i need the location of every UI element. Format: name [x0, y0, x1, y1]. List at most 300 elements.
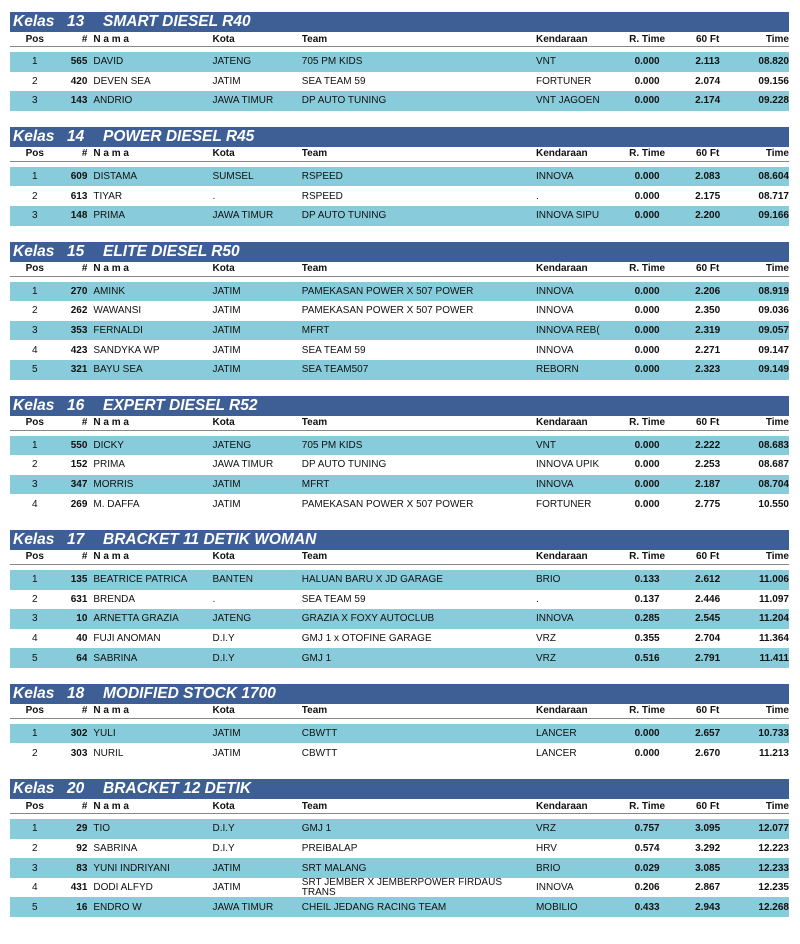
cell-kendaraan: INNOVA REB(: [535, 325, 600, 337]
header-pos: Pos: [25, 417, 44, 429]
cell-team: DP AUTO TUNING: [301, 210, 387, 222]
class-number: 16: [67, 396, 85, 414]
table-header: [10, 147, 789, 162]
cell-num: 631: [70, 593, 88, 605]
cell-pos: 5: [32, 364, 38, 376]
cell-kendaraan: REBORN: [535, 364, 579, 376]
cell-name: YUNI INDRIYANI: [93, 862, 170, 874]
cell-pos: 1: [32, 574, 38, 586]
cell-num: 269: [70, 498, 88, 510]
cell-kota: D.I.Y: [212, 632, 235, 644]
cell-team: SRT JEMBER X JEMBERPOWER FIRDAUS TRANS: [301, 877, 502, 898]
cell-pos: 2: [32, 75, 38, 87]
cell-time: 11.213: [758, 747, 789, 759]
cell-num: 92: [76, 842, 88, 854]
table-row: [10, 819, 789, 839]
cell-team: SEA TEAM 59: [301, 75, 366, 87]
cell-kota: JATIM: [212, 325, 241, 337]
cell-kota: JAWA TIMUR: [212, 459, 274, 471]
cell-team: PAMEKASAN POWER X 507 POWER: [301, 498, 474, 510]
cell-rtime: 0.000: [634, 344, 660, 356]
header-time: Time: [765, 263, 789, 275]
cell-ft60: 3.085: [695, 862, 721, 874]
cell-name: BAYU SEA: [93, 364, 143, 376]
cell-time: 10.733: [758, 728, 789, 740]
cell-rtime: 0.355: [634, 632, 660, 644]
cell-time: 12.077: [758, 823, 789, 835]
table-header: [10, 550, 789, 565]
cell-name: DISTAMA: [93, 171, 138, 183]
cell-team: CBWTT: [301, 747, 338, 759]
cell-time: 09.166: [758, 210, 789, 222]
cell-kota: JAWA TIMUR: [212, 210, 274, 222]
cell-name: DEVEN SEA: [93, 75, 151, 87]
cell-rtime: 0.000: [634, 75, 660, 87]
class-label: Kelas: [13, 684, 55, 702]
cell-kota: JATIM: [212, 862, 241, 874]
header-pos: Pos: [25, 800, 44, 812]
cell-kendaraan: BRIO: [535, 574, 561, 586]
header-time: Time: [765, 705, 789, 717]
class-section: [10, 12, 789, 111]
cell-kendaraan: INNOVA SIPU: [535, 210, 600, 222]
cell-kota: JATIM: [212, 747, 241, 759]
cell-pos: 3: [32, 210, 38, 222]
header-ft60: 60 Ft: [695, 705, 720, 717]
cell-name: FERNALDI: [93, 325, 143, 337]
cell-kendaraan: INNOVA: [535, 344, 574, 356]
cell-rtime: 0.574: [634, 842, 660, 854]
cell-ft60: 2.222: [695, 439, 721, 451]
header-kota: Kota: [212, 33, 235, 45]
cell-team: PAMEKASAN POWER X 507 POWER: [301, 285, 474, 297]
cell-num: 16: [76, 901, 88, 913]
cell-num: 613: [70, 190, 88, 202]
class-number: 17: [67, 530, 85, 548]
cell-rtime: 0.029: [634, 862, 660, 874]
header-ft60: 60 Ft: [695, 263, 720, 275]
header-kendaraan: Kendaraan: [535, 705, 588, 717]
class-section: [10, 396, 789, 514]
cell-ft60: 2.175: [695, 190, 721, 202]
header-name: N a m a: [93, 705, 129, 717]
cell-kendaraan: INNOVA: [535, 479, 574, 491]
cell-kendaraan: LANCER: [535, 747, 577, 759]
cell-time: 08.919: [758, 285, 789, 297]
cell-time: 12.235: [758, 882, 789, 894]
cell-kendaraan: VRZ: [535, 652, 556, 664]
cell-kota: SUMSEL: [212, 171, 254, 183]
cell-kendaraan: FORTUNER: [535, 75, 592, 87]
cell-pos: 1: [32, 285, 38, 297]
cell-name: TIYAR: [93, 190, 123, 202]
table-row: [10, 839, 789, 859]
cell-num: 353: [70, 325, 88, 337]
header-num: #: [81, 705, 88, 717]
cell-kendaraan: .: [535, 190, 539, 202]
class-name: EXPERT DIESEL R52: [103, 396, 258, 414]
class-name: ELITE DIESEL R50: [103, 242, 240, 260]
cell-team: GMJ 1: [301, 652, 332, 664]
table-row: [10, 629, 789, 649]
cell-rtime: 0.000: [634, 305, 660, 317]
cell-kendaraan: MOBILIO: [535, 901, 578, 913]
table-row: [10, 206, 789, 226]
cell-ft60: 2.545: [695, 613, 721, 625]
cell-time: 08.717: [758, 190, 789, 202]
cell-kota: JATIM: [212, 498, 241, 510]
cell-team: PREIBALAP: [301, 842, 358, 854]
cell-num: 143: [70, 95, 88, 107]
cell-rtime: 0.000: [634, 56, 660, 68]
cell-kota: .: [212, 190, 216, 202]
cell-time: 08.704: [758, 479, 789, 491]
header-num: #: [81, 263, 88, 275]
cell-rtime: 0.000: [634, 171, 660, 183]
table-header: [10, 704, 789, 719]
class-name: BRACKET 11 DETIK WOMAN: [103, 530, 317, 548]
cell-name: PRIMA: [93, 210, 126, 222]
cell-time: 11.364: [758, 632, 789, 644]
cell-name: BRENDA: [93, 593, 136, 605]
header-num: #: [81, 551, 88, 563]
class-number: 15: [67, 242, 85, 260]
header-kota: Kota: [212, 551, 235, 563]
cell-name: DICKY: [93, 439, 124, 451]
header-rtime: R. Time: [629, 148, 666, 160]
header-team: Team: [301, 417, 328, 429]
cell-name: SANDYKA WP: [93, 344, 160, 356]
header-team: Team: [301, 148, 328, 160]
cell-pos: 3: [32, 325, 38, 337]
cell-pos: 4: [32, 344, 38, 356]
header-rtime: R. Time: [629, 417, 666, 429]
table-row: [10, 590, 789, 610]
cell-kota: JATIM: [212, 479, 241, 491]
cell-pos: 3: [32, 862, 38, 874]
cell-kendaraan: FORTUNER: [535, 498, 592, 510]
class-section: [10, 242, 789, 380]
cell-name: NURIL: [93, 747, 124, 759]
header-kota: Kota: [212, 800, 235, 812]
cell-num: 152: [70, 459, 88, 471]
cell-rtime: 0.000: [634, 479, 660, 491]
class-number: 14: [67, 127, 85, 145]
header-ft60: 60 Ft: [695, 33, 720, 45]
cell-kota: D.I.Y: [212, 842, 235, 854]
cell-kota: JAWA TIMUR: [212, 901, 274, 913]
class-section: [10, 684, 789, 763]
cell-pos: 3: [32, 479, 38, 491]
header-rtime: R. Time: [629, 33, 666, 45]
class-section: [10, 127, 789, 226]
cell-team: 705 PM KIDS: [301, 56, 363, 68]
cell-rtime: 0.000: [634, 728, 660, 740]
cell-pos: 2: [32, 190, 38, 202]
cell-time: 11.204: [758, 613, 789, 625]
cell-team: SEA TEAM 59: [301, 593, 366, 605]
table-row: [10, 475, 789, 495]
cell-time: 09.147: [758, 344, 789, 356]
cell-name: SABRINA: [93, 842, 138, 854]
header-rtime: R. Time: [629, 800, 666, 812]
cell-kota: BANTEN: [212, 574, 254, 586]
cell-num: 83: [76, 862, 88, 874]
class-title-bar: [10, 396, 789, 416]
table-row: [10, 321, 789, 341]
header-rtime: R. Time: [629, 705, 666, 717]
header-team: Team: [301, 33, 328, 45]
cell-kota: JATENG: [212, 439, 252, 451]
cell-team: PAMEKASAN POWER X 507 POWER: [301, 305, 474, 317]
cell-kendaraan: INNOVA: [535, 305, 574, 317]
table-row: [10, 167, 789, 187]
table-row: [10, 858, 789, 878]
cell-time: 10.550: [758, 498, 789, 510]
cell-rtime: 0.000: [634, 498, 660, 510]
cell-ft60: 2.074: [695, 75, 721, 87]
header-name: N a m a: [93, 800, 129, 812]
cell-rtime: 0.000: [634, 439, 660, 451]
header-name: N a m a: [93, 551, 129, 563]
header-kota: Kota: [212, 705, 235, 717]
cell-ft60: 2.704: [695, 632, 721, 644]
cell-kota: D.I.Y: [212, 652, 235, 664]
class-name: MODIFIED STOCK 1700: [103, 684, 276, 702]
cell-kota: JATIM: [212, 285, 241, 297]
cell-name: ANDRIO: [93, 95, 133, 107]
cell-num: 550: [70, 439, 88, 451]
cell-kendaraan: BRIO: [535, 862, 561, 874]
table-row: [10, 360, 789, 380]
cell-ft60: 3.292: [695, 842, 721, 854]
cell-ft60: 2.775: [695, 498, 721, 510]
cell-time: 12.223: [758, 842, 789, 854]
cell-pos: 1: [32, 728, 38, 740]
cell-pos: 2: [32, 593, 38, 605]
header-kota: Kota: [212, 417, 235, 429]
cell-pos: 1: [32, 171, 38, 183]
header-pos: Pos: [25, 148, 44, 160]
header-ft60: 60 Ft: [695, 148, 720, 160]
cell-team: CHEIL JEDANG RACING TEAM: [301, 901, 447, 913]
header-pos: Pos: [25, 551, 44, 563]
cell-rtime: 0.000: [634, 747, 660, 759]
cell-rtime: 0.137: [634, 593, 660, 605]
table-row: [10, 52, 789, 72]
cell-name: MORRIS: [93, 479, 134, 491]
header-kendaraan: Kendaraan: [535, 417, 588, 429]
cell-ft60: 2.206: [695, 285, 721, 297]
cell-ft60: 2.271: [695, 344, 721, 356]
cell-kendaraan: VNT: [535, 56, 556, 68]
table-row: [10, 897, 789, 917]
cell-kendaraan: INNOVA: [535, 285, 574, 297]
table-row: [10, 743, 789, 763]
table-row: [10, 609, 789, 629]
header-kota: Kota: [212, 148, 235, 160]
cell-team: DP AUTO TUNING: [301, 459, 387, 471]
cell-time: 12.233: [758, 862, 789, 874]
cell-num: 609: [70, 171, 88, 183]
cell-num: 423: [70, 344, 88, 356]
cell-ft60: 2.200: [695, 210, 721, 222]
table-header: [10, 799, 789, 814]
cell-team: 705 PM KIDS: [301, 439, 363, 451]
cell-team: MFRT: [301, 325, 330, 337]
class-name: SMART DIESEL R40: [103, 13, 251, 30]
header-num: #: [81, 148, 88, 160]
header-num: #: [81, 33, 88, 45]
cell-ft60: 2.174: [695, 95, 721, 107]
cell-time: 08.687: [758, 459, 789, 471]
class-name: POWER DIESEL R45: [103, 127, 255, 145]
table-header: [10, 416, 789, 431]
cell-kota: JATIM: [212, 344, 241, 356]
cell-ft60: 2.350: [695, 305, 721, 317]
cell-team: DP AUTO TUNING: [301, 95, 387, 107]
cell-ft60: 2.791: [695, 652, 721, 664]
header-rtime: R. Time: [629, 263, 666, 275]
cell-kendaraan: .: [535, 593, 539, 605]
cell-team: RSPEED: [301, 190, 343, 202]
class-title-bar: [10, 127, 789, 147]
table-row: [10, 301, 789, 321]
cell-num: 135: [70, 574, 88, 586]
header-kendaraan: Kendaraan: [535, 33, 588, 45]
cell-ft60: 2.323: [695, 364, 721, 376]
table-row: [10, 648, 789, 668]
class-title-bar: [10, 12, 789, 32]
header-time: Time: [765, 551, 789, 563]
table-row: [10, 570, 789, 590]
cell-kendaraan: VNT: [535, 439, 556, 451]
class-number: 20: [67, 780, 85, 798]
cell-rtime: 0.000: [634, 95, 660, 107]
cell-kendaraan: INNOVA: [535, 171, 574, 183]
cell-rtime: 0.133: [634, 574, 660, 586]
cell-name: BEATRICE PATRICA: [93, 574, 188, 586]
class-label: Kelas: [13, 13, 55, 30]
cell-time: 09.228: [758, 95, 789, 107]
cell-ft60: 2.083: [695, 171, 721, 183]
cell-kota: JATIM: [212, 882, 241, 894]
cell-num: 431: [70, 882, 88, 894]
table-row: [10, 91, 789, 111]
header-kendaraan: Kendaraan: [535, 263, 588, 275]
class-name: BRACKET 12 DETIK: [103, 780, 252, 798]
class-label: Kelas: [13, 127, 55, 145]
cell-kendaraan: VRZ: [535, 632, 556, 644]
table-row: [10, 436, 789, 456]
cell-pos: 3: [32, 613, 38, 625]
cell-num: 64: [76, 652, 88, 664]
table-row: [10, 186, 789, 206]
table-row: [10, 340, 789, 360]
cell-rtime: 0.000: [634, 325, 660, 337]
header-num: #: [81, 417, 88, 429]
cell-time: 08.683: [758, 439, 789, 451]
cell-time: 08.820: [758, 56, 789, 68]
cell-rtime: 0.757: [634, 823, 660, 835]
header-team: Team: [301, 705, 328, 717]
cell-kota: JATIM: [212, 364, 241, 376]
cell-kota: JAWA TIMUR: [212, 95, 274, 107]
cell-pos: 2: [32, 842, 38, 854]
cell-team: MFRT: [301, 479, 330, 491]
header-ft60: 60 Ft: [695, 551, 720, 563]
cell-name: YULI: [93, 728, 116, 740]
cell-pos: 4: [32, 632, 38, 644]
cell-rtime: 0.000: [634, 285, 660, 297]
cell-ft60: 2.943: [695, 901, 721, 913]
cell-time: 08.604: [758, 171, 789, 183]
cell-pos: 2: [32, 747, 38, 759]
cell-ft60: 3.095: [695, 823, 721, 835]
cell-time: 09.057: [758, 325, 789, 337]
cell-rtime: 0.000: [634, 459, 660, 471]
header-kendaraan: Kendaraan: [535, 551, 588, 563]
header-name: N a m a: [93, 148, 129, 160]
cell-team: GRAZIA X FOXY AUTOCLUB: [301, 613, 435, 625]
cell-kendaraan: VRZ: [535, 823, 556, 835]
cell-team: RSPEED: [301, 171, 343, 183]
cell-kota: JATIM: [212, 305, 241, 317]
cell-time: 11.097: [758, 593, 789, 605]
cell-num: 40: [76, 632, 88, 644]
cell-kendaraan: HRV: [535, 842, 557, 854]
table-row: [10, 455, 789, 475]
cell-ft60: 2.670: [695, 747, 721, 759]
cell-num: 148: [70, 210, 88, 222]
cell-kota: JATENG: [212, 56, 252, 68]
class-section: [10, 779, 789, 917]
cell-kendaraan: INNOVA UPIK: [535, 459, 600, 471]
cell-team: HALUAN BARU X JD GARAGE: [301, 574, 443, 586]
cell-pos: 2: [32, 305, 38, 317]
cell-kendaraan: INNOVA: [535, 613, 574, 625]
cell-time: 12.268: [758, 901, 789, 913]
cell-team: SEA TEAM 59: [301, 344, 366, 356]
cell-name: DAVID: [93, 56, 124, 68]
cell-ft60: 2.446: [695, 593, 721, 605]
header-pos: Pos: [25, 705, 44, 717]
cell-kota: .: [212, 593, 216, 605]
header-name: N a m a: [93, 33, 129, 45]
cell-pos: 4: [32, 498, 38, 510]
header-name: N a m a: [93, 263, 129, 275]
cell-name: SABRINA: [93, 652, 138, 664]
cell-num: 321: [70, 364, 88, 376]
cell-num: 29: [76, 823, 88, 835]
header-time: Time: [765, 417, 789, 429]
header-num: #: [81, 800, 88, 812]
cell-time: 09.156: [758, 75, 789, 87]
cell-name: FUJI ANOMAN: [93, 632, 161, 644]
class-number: 18: [67, 684, 85, 702]
cell-time: 09.149: [758, 364, 789, 376]
cell-pos: 4: [32, 882, 38, 894]
header-pos: Pos: [25, 33, 44, 45]
cell-kota: JATENG: [212, 613, 252, 625]
cell-ft60: 2.113: [695, 56, 720, 68]
cell-name: ENDRO W: [93, 901, 142, 913]
table-row: [10, 282, 789, 302]
class-label: Kelas: [13, 530, 55, 548]
cell-name: M. DAFFA: [93, 498, 140, 510]
cell-kota: JATIM: [212, 75, 241, 87]
cell-ft60: 2.867: [695, 882, 721, 894]
